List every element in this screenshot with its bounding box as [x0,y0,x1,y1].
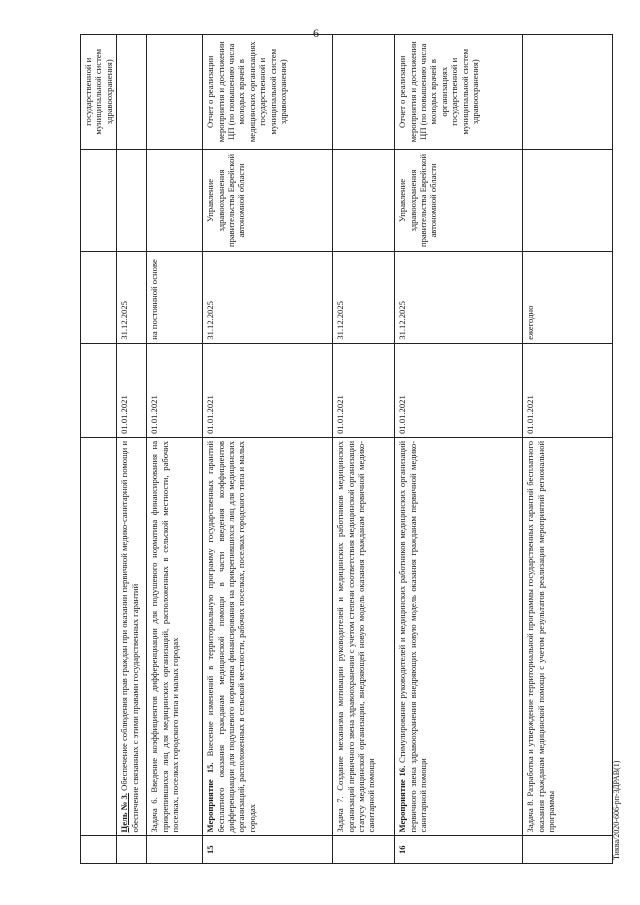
row-title-text: Обеспечение соблюдения прав граждан при оказании первичной медико-санитарной помощи и обеспечение связанных с этими правами государственных гарантий [119,440,140,833]
row-result: государственной и муниципальной систем здравоохранения) [81,35,117,150]
row-title-text: Внесение изменений в территориальную программу государственных гарантий бесплатного оказания гражданам медицинской помощи в части введения коэффициентов дифференциации для подушевого норматива финансирования на прикрепившихся лиц для медицинских организаций, расположенных в сельской местности, рабочих поселках, поселках городского типа и малых городах [205,440,257,833]
row-number [117,836,147,864]
row-title-label: Цель № 3. [119,793,130,833]
row-title-text: Задача 8. Разработка и утверждение территориальной программы государственных гарантий бесплатного оказания гражданам медицинской помощи с учетом результатов реализации мероприятий региональной программы [525,440,557,833]
row-number: 16 [395,836,523,864]
table-row [333,35,395,864]
row-result [117,35,147,150]
measures-table [80,34,613,864]
row-end-date: 31.12.2025 [333,252,395,343]
row-title-label: Мероприятие 15. [205,762,216,833]
row-responsible: Управление здравоохранения правительства Еврейской автономной области [203,149,333,252]
row-number [333,836,395,864]
table-row [147,35,203,864]
row-title-text: Задача 7. Создание механизма мотивации руководителей и медицинских работников медицинских организаций первичного звена здравоохранения с учетом степени соответствия медицинской организации статусу медицинской организации, внедряющей новую модель оказания гражданам первичной медико-санитарной помощи [335,440,377,833]
table-row [523,35,613,864]
row-end-date: ежегодно [523,252,613,343]
row-start-date: 01.01.2021 [523,343,613,437]
row-title [333,437,395,836]
row-title [147,437,203,836]
row-title [395,437,523,836]
row-end-date [81,252,117,343]
row-result [333,35,395,150]
row-title [117,437,147,836]
row-end-date: 31.12.2025 [395,252,523,343]
row-result: Отчет о реализации мероприятия и достижении ЦП (по повышению числа молодых врачей в организациях государственной и муниципальной систем здравоохранения) [395,35,523,150]
row-end-date: на постоянной основе [147,252,203,343]
row-responsible: Управление здравоохранения правительства Еврейской автономной области [395,149,523,252]
row-title [203,437,333,836]
row-result: Отчет о реализации мероприятия и достижении ЦП (по повышению числа молодых врачей в медицинских организациях государственной и муниципальной систем здравоохранения) [203,35,333,150]
row-start-date: 01.01.2021 [117,343,147,437]
row-number [147,836,203,864]
row-start-date: 01.01.2021 [333,343,395,437]
table-row [395,35,523,864]
row-title-text: Стимулирование руководителей и медицинских работников медицинских организаций первичного звена здравоохранения внедряющих новую модель оказания гражданам первичной медико-санитарной помощи [397,440,429,833]
row-number: 15 [203,836,333,864]
row-start-date: 01.01.2021 [147,343,203,437]
table-row [203,35,333,864]
row-start-date [81,343,117,437]
row-start-date: 01.01.2021 [203,343,333,437]
row-responsible [333,149,395,252]
row-end-date: 31.12.2025 [117,252,147,343]
row-number [523,836,613,864]
document-code: Тиква/2020-606-рп-ЗДРАВ(1) [612,760,621,860]
table-row [81,35,117,864]
row-result [147,35,203,150]
row-title [523,437,613,836]
rotated-table-sheet [80,34,610,864]
row-title-label: Мероприятие 16. [397,765,408,833]
row-start-date: 01.01.2021 [395,343,523,437]
table-row [117,35,147,864]
row-responsible [81,149,117,252]
row-responsible [523,149,613,252]
row-title-text: Задача 6. Введение коэффициентов дифференциации для подушевого норматива финансирования на прикрепившихся лиц для медицинских организаций, расположенных в сельской местности, рабочих поселках, поселках городского типа и малых городах [149,440,181,833]
row-responsible [117,149,147,252]
page-number: 6 [313,26,319,40]
row-result [523,35,613,150]
row-responsible [147,149,203,252]
row-title [81,437,117,836]
row-end-date: 31.12.2025 [203,252,333,343]
row-number [81,836,117,864]
